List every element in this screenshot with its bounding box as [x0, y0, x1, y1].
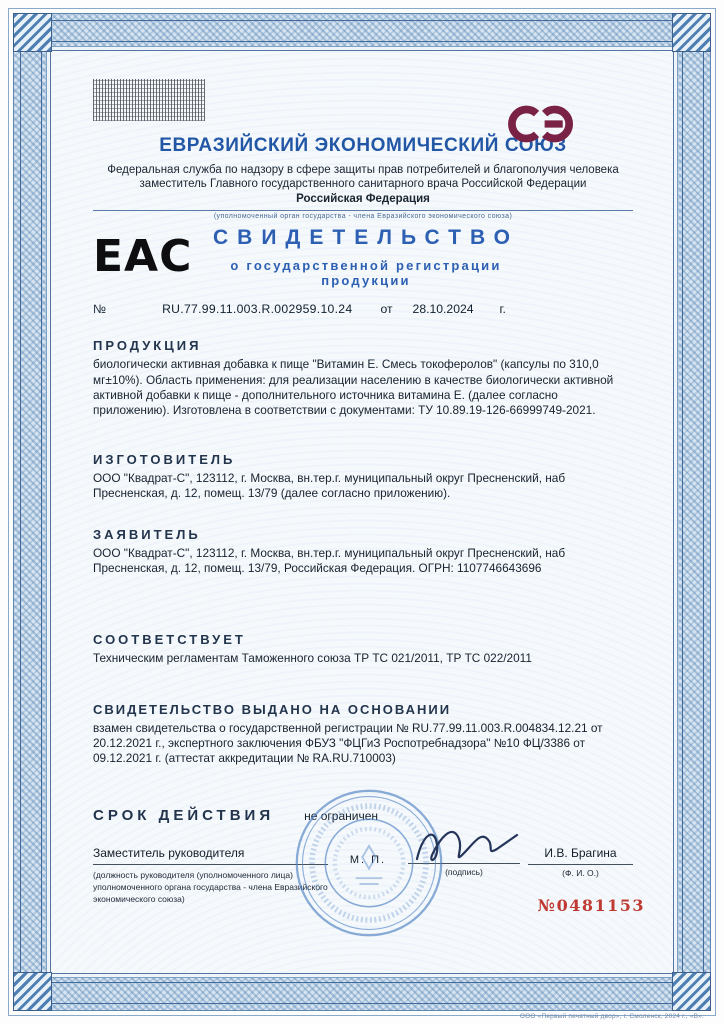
- se-logo-icon: [503, 97, 579, 151]
- registration-number-row: [93, 302, 633, 316]
- authority-line-3: Российская Федерация: [296, 192, 430, 205]
- eac-logo: ЕАС: [93, 231, 193, 283]
- section-compliance-body: Техническим регламентам Таможенного союза ТР ТС 021/2011, ТР ТС 022/2011: [93, 651, 532, 666]
- doc-subtitle: о государственной регистрации продукции: [230, 258, 502, 289]
- validity-value: не ограничен: [304, 808, 379, 823]
- section-product-title: ПРОДУКЦИЯ: [93, 338, 202, 354]
- union-title: ЕВРАЗИЙСКИЙ ЭКОНОМИЧЕСКИЙ СОЮЗ: [159, 135, 567, 156]
- signature-position: Заместитель руководителя: [93, 846, 328, 865]
- corner-ornament-top-right: [672, 13, 711, 52]
- validity-title: СРОК ДЕЙСТВИЯ: [93, 806, 275, 824]
- section-product-body: биологически активная добавка к пище "Витамин Е. Смесь токоферолов" (капсулы по 310,0 мг±10%). Область применения: для реализации населению в качестве биологически активной активной добавки к пище - дополнительного источника витамина Е. (далее согласно приложению). Изготовлена в соответствии с документами: ТУ 10.89.19-126-66999749-2021.: [93, 357, 614, 417]
- authority-line-2: заместитель Главного государственного санитарного врача Российской Федерации: [139, 178, 587, 191]
- divider-line: [93, 210, 633, 211]
- title-row: [93, 226, 633, 288]
- section-manufacturer-body: ООО "Квадрат-С", 123112, г. Москва, вн.тер.г. муниципальный округ Пресненский, наб Пресненская, д. 12, помещ. 13/79 (далее согласно приложению).: [93, 470, 566, 500]
- section-manufacturer-title: ИЗГОТОВИТЕЛЬ: [93, 451, 236, 467]
- authority-line-1: Федеральная служба по надзору в сфере защиты прав потребителей и благополучия человека: [107, 164, 619, 176]
- section-basis-body: взамен свидетельства о государственной регистрации № RU.77.99.11.003.R.004834.12.21 от 20.12.2021 г., экспертного заключения ФБУЗ "ФЦГиЗ Роспотребнадзора" №10 ФЦ/3386 от 09.12.2021 г. (аттестат аккредитации № RA.RU.710003): [93, 721, 603, 766]
- section-manufacturer: [93, 452, 633, 501]
- section-product: [93, 338, 633, 417]
- section-applicant: [93, 527, 633, 576]
- date-label: от: [380, 302, 393, 317]
- registration-number: RU.77.99.11.003.R.002959.10.24: [162, 302, 353, 317]
- signee-name: И.В. Брагина: [528, 846, 633, 865]
- stamp-place-label: М. П.: [349, 853, 387, 866]
- title-block: [213, 226, 519, 288]
- section-compliance-title: СООТВЕТСТВУЕТ: [93, 632, 246, 648]
- corner-ornament-top-left: [13, 13, 52, 52]
- section-basis-title: СВИДЕТЕЛЬСТВО ВЫДАНО НА ОСНОВАНИИ: [93, 702, 452, 718]
- doc-title: СВИДЕТЕЛЬСТВО: [213, 226, 519, 250]
- section-compliance: [93, 632, 633, 666]
- corner-ornament-bottom-left: [13, 972, 52, 1011]
- section-applicant-body: ООО "Квадрат-С", 123112, г. Москва, вн.тер.г. муниципальный округ Пресненский, наб Пресненская, д. 12, помещ. 13/79, Российская Федерация. ОГРН: 1107746643696: [93, 546, 566, 576]
- position-note: (должность руководителя (уполномоченного лица) уполномоченного органа государства - члена Евразийского экономического союза): [93, 869, 328, 905]
- authority-note: (уполномоченный орган государства - члена Евразийского экономического союза): [213, 213, 513, 221]
- name-note: (Ф. И. О.): [562, 867, 599, 878]
- section-applicant-title: ЗАЯВИТЕЛЬ: [93, 527, 201, 543]
- year-label: г.: [499, 302, 506, 317]
- serial-number: №0481153: [537, 896, 645, 915]
- printer-note: ООО «Первый печатный двор», г. Смоленск, 2024 г., «В».: [519, 1013, 704, 1020]
- signature-note: (подпись): [445, 866, 483, 877]
- corner-ornament-bottom-right: [672, 972, 711, 1011]
- signature-stroke-icon: [409, 813, 529, 879]
- inner-frame: [50, 50, 674, 974]
- security-pattern: [93, 79, 205, 121]
- number-sign: №: [93, 302, 107, 317]
- registration-date: 28.10.2024: [412, 302, 474, 317]
- section-basis: [93, 702, 633, 766]
